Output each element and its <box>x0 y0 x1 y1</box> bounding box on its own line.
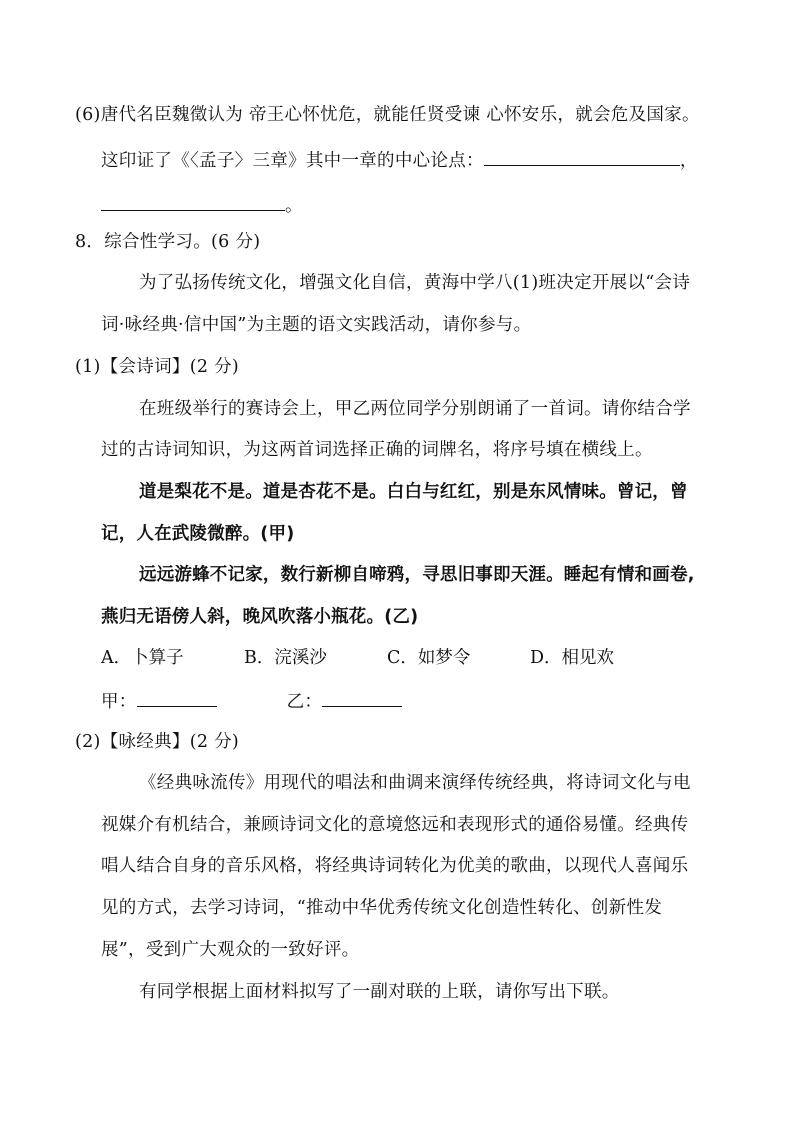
answer-blank-2[interactable] <box>101 192 285 211</box>
answer-b-blank[interactable] <box>322 688 402 707</box>
part1-para-line-2: 过的古诗词知识，为这两首词选择正确的词牌名，将序号填在横线上。 <box>101 440 653 460</box>
q8-heading: 8．综合性学习。(6 分) <box>75 232 261 252</box>
part2-para-line-4: 见的方式，去学习诗词，“推动中华优秀传统文化创造性转化、创新性发 <box>101 898 663 918</box>
poem-a-line-1: 道是梨花不是。道是杏花不是。白白与红红，别是东风情味。曾记，曾 <box>139 482 688 502</box>
part2-prompt: 有同学根据上面材料拟写了一副对联的上联，请你写出下联。 <box>139 982 620 1002</box>
option-b: B．浣溪沙 <box>244 648 327 668</box>
part2-para-line-1: 《经典咏流传》用现代的唱法和曲调来演绎传统经典，将诗词文化与电 <box>139 773 691 793</box>
q6-line-2-text: 这印证了《〈孟子〉三章》其中一章的中心论点： <box>101 151 484 171</box>
q6-line-2 <box>101 147 698 173</box>
answer-line <box>101 688 402 714</box>
part2-para-line-3: 唱人结合自身的音乐风格，将经典诗词转化为优美的歌曲，以现代人喜闻乐 <box>101 856 689 876</box>
option-a: A．卜算子 <box>101 648 184 668</box>
part2-para-line-2: 视媒介有机结合，兼顾诗词文化的意境悠远和表现形式的通俗易懂。经典传 <box>101 815 689 835</box>
poem-b-line-1: 远远游蜂不记家，数行新柳自啼鸦，寻思旧事即天涯。睡起有情和画卷, <box>139 565 695 585</box>
q8-intro-line-2: 词·咏经典·信中国”为主题的语文实践活动，请你参与。 <box>101 315 532 335</box>
poem-a-line-2: 记，人在武陵微醉。(甲) <box>101 524 295 544</box>
part2-para-line-5: 展”，受到广大观众的一致好评。 <box>101 940 360 960</box>
answer-blank-1[interactable] <box>484 147 680 166</box>
option-c: C．如梦令 <box>387 648 471 668</box>
part2-heading: (2)【咏经典】(2 分) <box>75 732 240 752</box>
part1-heading: (1)【会诗词】(2 分) <box>75 357 240 377</box>
q6-end: 。 <box>285 196 303 216</box>
q6-line-3 <box>101 192 303 218</box>
answer-b-label: 乙： <box>286 692 323 712</box>
poem-b-line-2: 燕归无语傍人斜，晚风吹落小瓶花。(乙) <box>101 607 419 627</box>
q6-separator: ， <box>679 151 698 171</box>
answer-a-label: 甲： <box>101 692 137 712</box>
q8-intro-line-1: 为了弘扬传统文化，增强文化自信，黄海中学八(1)班决定开展以“会诗 <box>139 273 691 293</box>
q6-line-1: (6)唐代名臣魏徵认为 帝王心怀忧危，就能任贤受谏 心怀安乐，就会危及国家。 <box>75 105 700 125</box>
answer-a-blank[interactable] <box>137 688 217 707</box>
part1-para-line-1: 在班级举行的赛诗会上，甲乙两位同学分别朗诵了一首词。请你结合学 <box>139 399 691 419</box>
option-d: D．相见欢 <box>530 648 615 668</box>
